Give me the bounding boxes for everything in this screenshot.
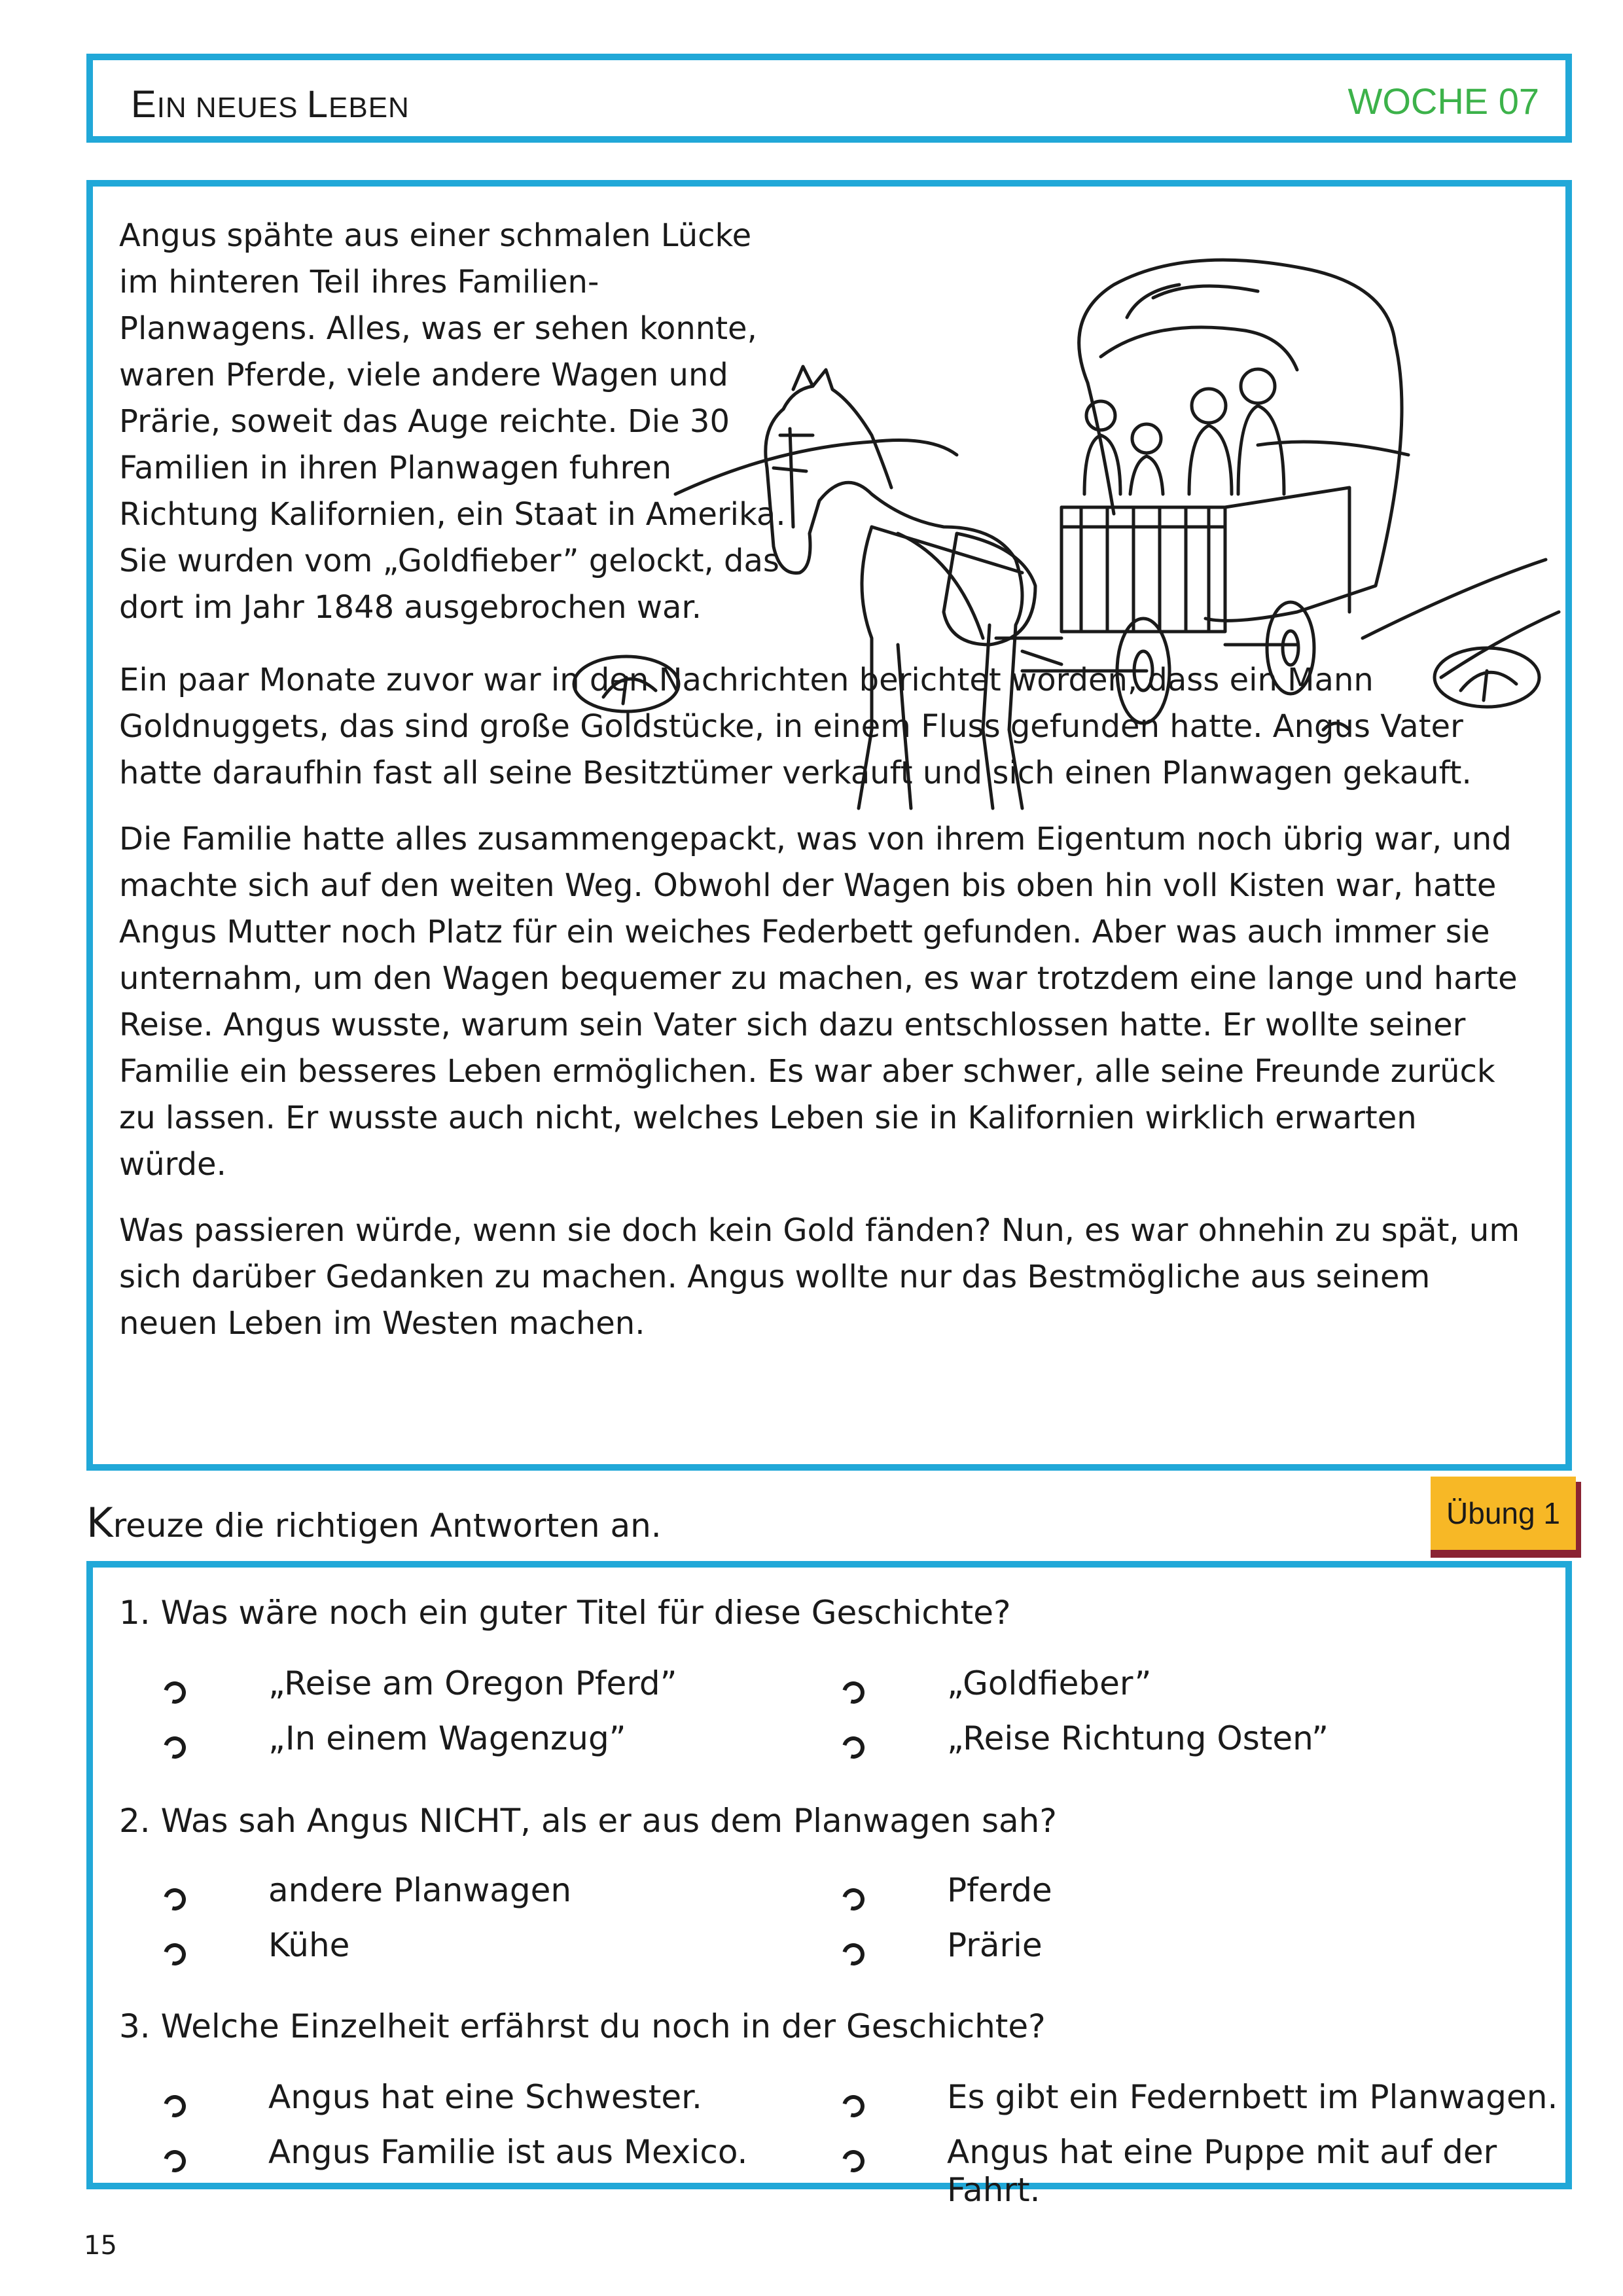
exercise-badge	[1431, 1482, 1581, 1558]
quiz-box	[86, 1561, 1572, 2209]
radio-q2-b[interactable]	[838, 1884, 868, 1914]
radio-q1-a[interactable]	[160, 1677, 190, 1708]
radio-q1-c[interactable]	[160, 1732, 190, 1763]
question-2: 2. Was sah Angus NICHT, als er aus dem Planwagen sah?	[119, 1802, 1057, 1840]
page-title: EIN NEUES LEBEN	[131, 83, 410, 126]
header-bar	[86, 54, 1572, 143]
exercise-instruction: Kreuze die richtigen Antworten an.	[86, 1499, 662, 1547]
radio-q2-c[interactable]	[160, 1939, 190, 1969]
option-q3-d[interactable]: Angus hat eine Puppe mit auf der Fahrt.	[947, 2133, 1497, 2209]
story-paragraph-2: Ein paar Monate zuvor war in den Nachrichten berichtet worden, dass ein Mann Goldnuggets, das sind große Goldstücke, in einem Fluss gefunden hatte. Angus Vater hatte daraufhin fast all seine Besitztümer verkauft und sich einen Planwagen gekauft.	[119, 662, 1472, 791]
option-q3-c[interactable]: Angus Familie ist aus Mexico.	[268, 2133, 748, 2171]
option-q2-d[interactable]: Prärie	[947, 1926, 1043, 1964]
story-paragraph-4: Was passieren würde, wenn sie doch kein Gold fänden? Nun, es war ohnehin zu spät, um sich darüber Gedanken zu machen. Angus wollte nur das Bestmögliche aus seinem neuen Leben im Westen machen.	[119, 1212, 1520, 1342]
story-text	[119, 213, 1526, 1367]
story-paragraph-3: Die Familie hatte alles zusammengepackt, was von ihrem Eigentum noch übrig war, und machte sich auf den weiten Weg. Obwohl der Wagen bis oben hin voll Kisten war, hatte Angus Mutter noch Platz für ein weiches Federbett gefunden. Aber was auch immer sie unternahm, um den Wagen bequemer zu machen, es war trotzdem eine lange und harte Reise. Angus wusste, warum sein Vater sich dazu entschlossen hatte. Er wollte seiner Familie ein besseres Leben ermöglichen. Es war aber schwer, alle seine Freunde zurück zu lassen. Er wusste auch nicht, welches Leben sie in Kalifornien wirklich erwarten würde.	[119, 821, 1518, 1183]
option-q2-a[interactable]: andere Planwagen	[268, 1871, 572, 1909]
radio-q3-d[interactable]	[838, 2146, 868, 2176]
option-q1-a[interactable]: „Reise am Oregon Pferd”	[268, 1664, 677, 1702]
story-box	[86, 180, 1572, 1471]
radio-q3-c[interactable]	[160, 2146, 190, 2176]
option-q2-c[interactable]: Kühe	[268, 1926, 350, 1964]
option-q1-b[interactable]: „Goldfieber”	[947, 1664, 1152, 1702]
story-intro-paragraph: Angus spähte aus einer schmalen Lücke im hinteren Teil ihres Familien- Planwagens. Alles, was er sehen konnte, waren Pferde, viele andere Wagen und Prärie, soweit das Auge reichte. Die 30 Familien in ihren Planwagen fuhren Richtung Kalifornien, ein Staat in Amerika. Sie wurden vom „Goldfieber” gelockt, das dort im Jahr 1848 ausgebrochen war.	[119, 217, 786, 626]
page-number: 15	[84, 2231, 117, 2261]
radio-q2-d[interactable]	[838, 1939, 868, 1969]
question-1: 1. Was wäre noch ein guter Titel für diese Geschichte?	[119, 1594, 1011, 1632]
option-q1-d[interactable]: „Reise Richtung Osten”	[947, 1719, 1329, 1757]
option-q2-b[interactable]: Pferde	[947, 1871, 1052, 1909]
option-q1-c[interactable]: „In einem Wagenzug”	[268, 1719, 626, 1757]
radio-q1-b[interactable]	[838, 1677, 868, 1708]
radio-q1-d[interactable]	[838, 1732, 868, 1763]
exercise-badge-label: Übung 1	[1431, 1477, 1576, 1550]
radio-q2-a[interactable]	[160, 1884, 190, 1914]
week-label: WOCHE 07	[1347, 81, 1539, 122]
radio-q3-a[interactable]	[160, 2091, 190, 2121]
question-3: 3. Welche Einzelheit erfährst du noch in der Geschichte?	[119, 2007, 1046, 2045]
option-q3-b[interactable]: Es gibt ein Federnbett im Planwagen.	[947, 2078, 1558, 2116]
radio-q3-b[interactable]	[838, 2091, 868, 2121]
option-q3-a[interactable]: Angus hat eine Schwester.	[268, 2078, 702, 2116]
